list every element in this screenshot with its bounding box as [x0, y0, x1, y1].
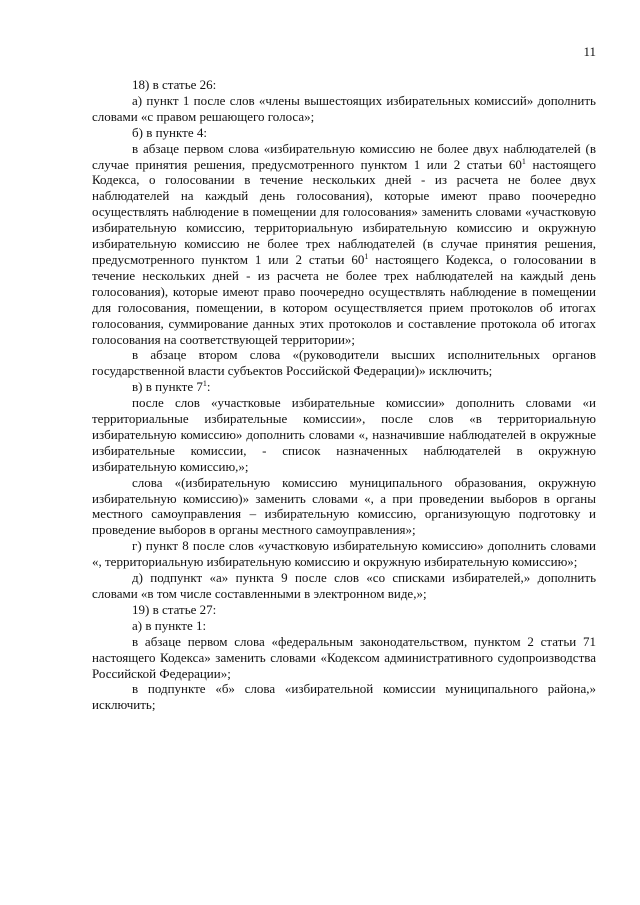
- paragraph-item-d-subpoint-a: д) подпункт «а» пункта 9 после слов «со списками избирателей,» дополнить словами «в том числе составленными в электронном виде,»;: [92, 570, 596, 601]
- text-run: в абзаце первом слова «избирательную комиссию не более двух наблюдателей (в случае принятия решения, предусмотренного пунктом 1 или 2 статьи 60: [92, 140, 596, 172]
- paragraph-item-b-point-4: б) в пункте 4:: [132, 124, 207, 140]
- paragraph-after-words-precinct: после слов «участковые избирательные комиссии» дополнить словами «и территориальные избирательные комиссии», после слов «в территориальную избирательную комиссию» дополнить словами «, назначившие наблюдателей в окружные избирательные комиссии, - список назначенных наблюдателей в окружную избирательную комиссию,»;: [92, 395, 596, 474]
- paragraph-item-a-point-1: а) пункт 1 после слов «члены вышестоящих избирательных комиссий» дополнить словами «с правом решающего голоса»;: [92, 92, 596, 124]
- paragraph-item-g-point-8: г) пункт 8 после слов «участковую избирательную комиссию» дополнить словами «, территориальную избирательную комиссию и окружную избирательную комиссию»;: [92, 538, 596, 570]
- paragraph-subpoint-b-exclude: в подпункте «б» слова «избирательной комиссии муниципального района,» исключить;: [92, 681, 596, 713]
- paragraph-article-27-heading: 19) в статье 27:: [132, 601, 217, 617]
- paragraph-item-v-point-7-1: [92, 379, 596, 395]
- document-body: [92, 77, 596, 713]
- text-run: настоящего Кодекса, о голосовании в течение нескольких дней - из расчета не более двух наблюдателей на каждый день голосования), которые имеют право поочередно осуществлять наблюдение в помещении для голосования» заменить словами «участковую избирательную комиссию, территориальную избирательную комиссию и окружную избирательную комиссию не более трех наблюдателей (в случае принятия решения, предусмотренного пунктом 1 или 2 статьи 60: [92, 156, 596, 267]
- text-run: :: [206, 379, 211, 395]
- superscript: 1: [202, 379, 207, 389]
- paragraph-first-abzac-federal: в абзаце первом слова «федеральным законодательством, пунктом 2 статьи 71 настоящего Кодекса» заменить словами «Кодексом административного судопроизводства Российской Федерации»;: [92, 633, 596, 681]
- text-run: настоящего Кодекса, о голосовании в течение нескольких дней - из расчета не более трех наблюдателей на каждый день голосования), которые имеют право поочередно осуществлять наблюдение в помещении для голосования, помещении, в котором осуществляется прием протоколов об итогах голосования, суммирование данных этих протоколов и составление протокола об итогах голосования на соответствующей территории»;: [92, 251, 596, 347]
- paragraph-article-26-heading: 18) в статье 26:: [132, 77, 217, 92]
- paragraph-words-municipal: слова «(избирательную комиссию муниципального образования, окружную избирательную комиссию)» заменить словами «, а при проведении выборов в органы местного самоуправления – избирательную комиссию, организующую подготовку и проведение выборов в органы местного самоуправления»;: [92, 474, 596, 538]
- superscript: 1: [364, 251, 369, 261]
- paragraph-item-a-point-1-art27: а) в пункте 1:: [132, 617, 207, 633]
- paragraph-first-abzac-observers: [92, 141, 596, 348]
- superscript: 1: [521, 156, 526, 166]
- page-number: 11: [583, 44, 596, 59]
- text-run: в) в пункте 7: [132, 379, 203, 395]
- paragraph-second-abzac-exclude: в абзаце втором слова «(руководители высших исполнительных органов государственной власти субъектов Российской Федерации)» исключить;: [92, 347, 596, 379]
